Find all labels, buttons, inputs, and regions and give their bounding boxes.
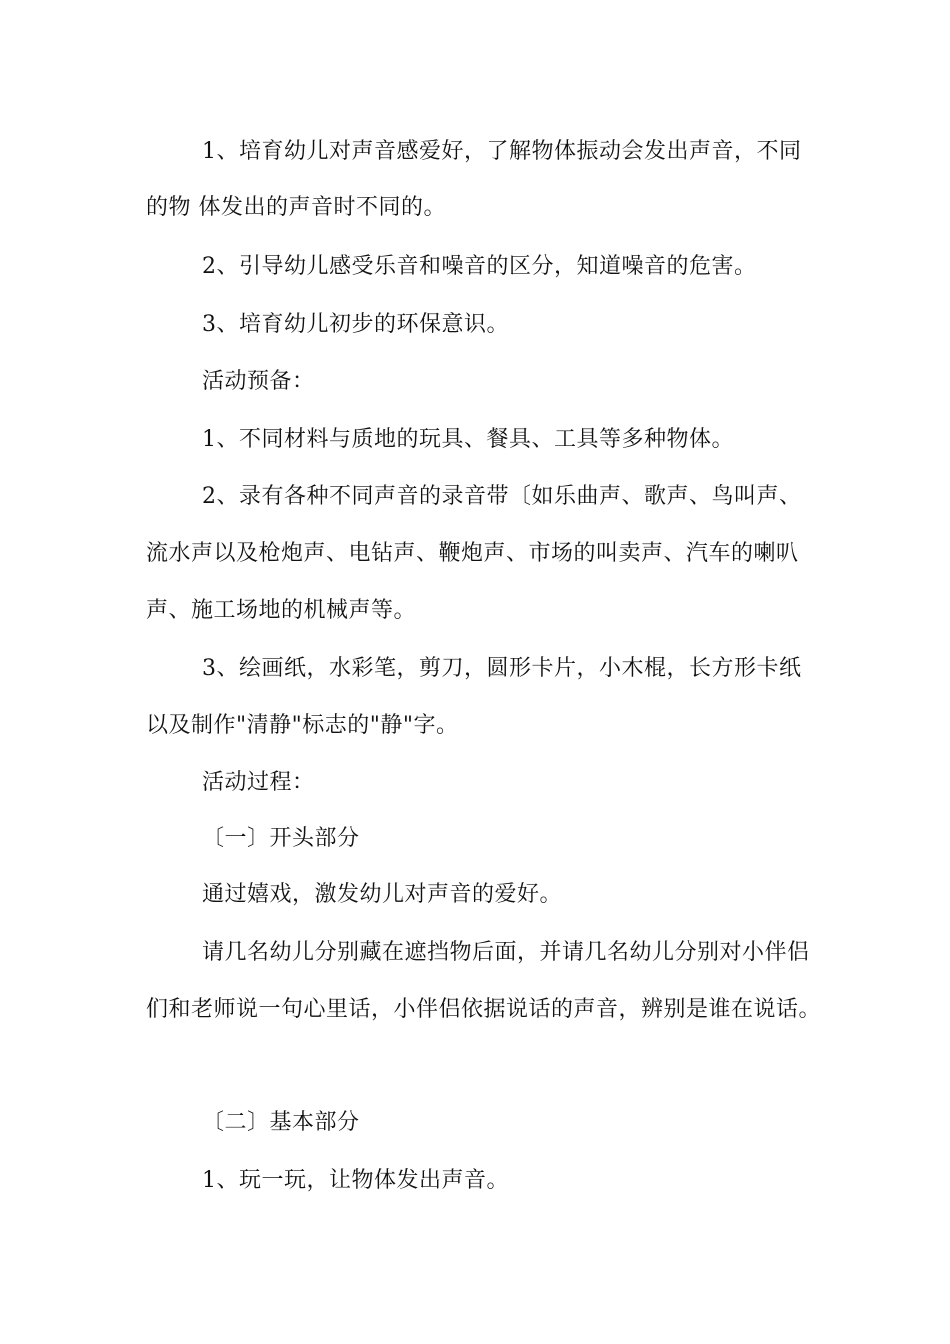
objective-1-line-2: 的物 体发出的声音时不同的。	[146, 195, 446, 220]
preparation-1: 1、不同材料与质地的玩具、餐具、工具等多种物体。	[202, 427, 734, 452]
preparation-3-line-2: 以及制作"清静"标志的"静"字。	[146, 713, 459, 738]
section-heading-preparation: 活动预备：	[202, 369, 315, 394]
preparation-2-line-3: 声、施工场地的机械声等。	[146, 598, 417, 623]
subsection-heading-basic: 〔二〕基本部分	[202, 1110, 360, 1135]
opening-paragraph-2-line-1: 请几名幼儿分别藏在遮挡物后面，并请几名幼儿分别对小伴侣	[202, 940, 810, 965]
preparation-3-line-1: 3、绘画纸，水彩笔，剪刀，圆形卡片，小木棍，长方形卡纸	[202, 656, 802, 681]
subsection-heading-opening: 〔一〕开头部分	[202, 826, 360, 851]
section-heading-process: 活动过程：	[202, 770, 315, 795]
basic-item-1: 1、玩一玩，让物体发出声音。	[202, 1168, 509, 1193]
opening-paragraph-2-line-2: 们和老师说一句心里话，小伴侣依据说话的声音，辨别是谁在说话。	[146, 997, 822, 1022]
opening-paragraph-1: 通过嬉戏，激发幼儿对声音的爱好。	[202, 882, 563, 907]
objective-2: 2、引导幼儿感受乐音和噪音的区分，知道噪音的危害。	[202, 254, 757, 279]
objective-3: 3、培育幼儿初步的环保意识。	[202, 312, 509, 337]
objective-1-line-1: 1、培育幼儿对声音感爱好，了解物体振动会发出声音，不同	[202, 139, 802, 164]
preparation-2-line-2: 流水声以及枪炮声、电钻声、鞭炮声、市场的叫卖声、汽车的喇叭	[146, 541, 799, 566]
preparation-2-line-1: 2、录有各种不同声音的录音带〔如乐曲声、歌声、鸟叫声、	[202, 484, 802, 509]
